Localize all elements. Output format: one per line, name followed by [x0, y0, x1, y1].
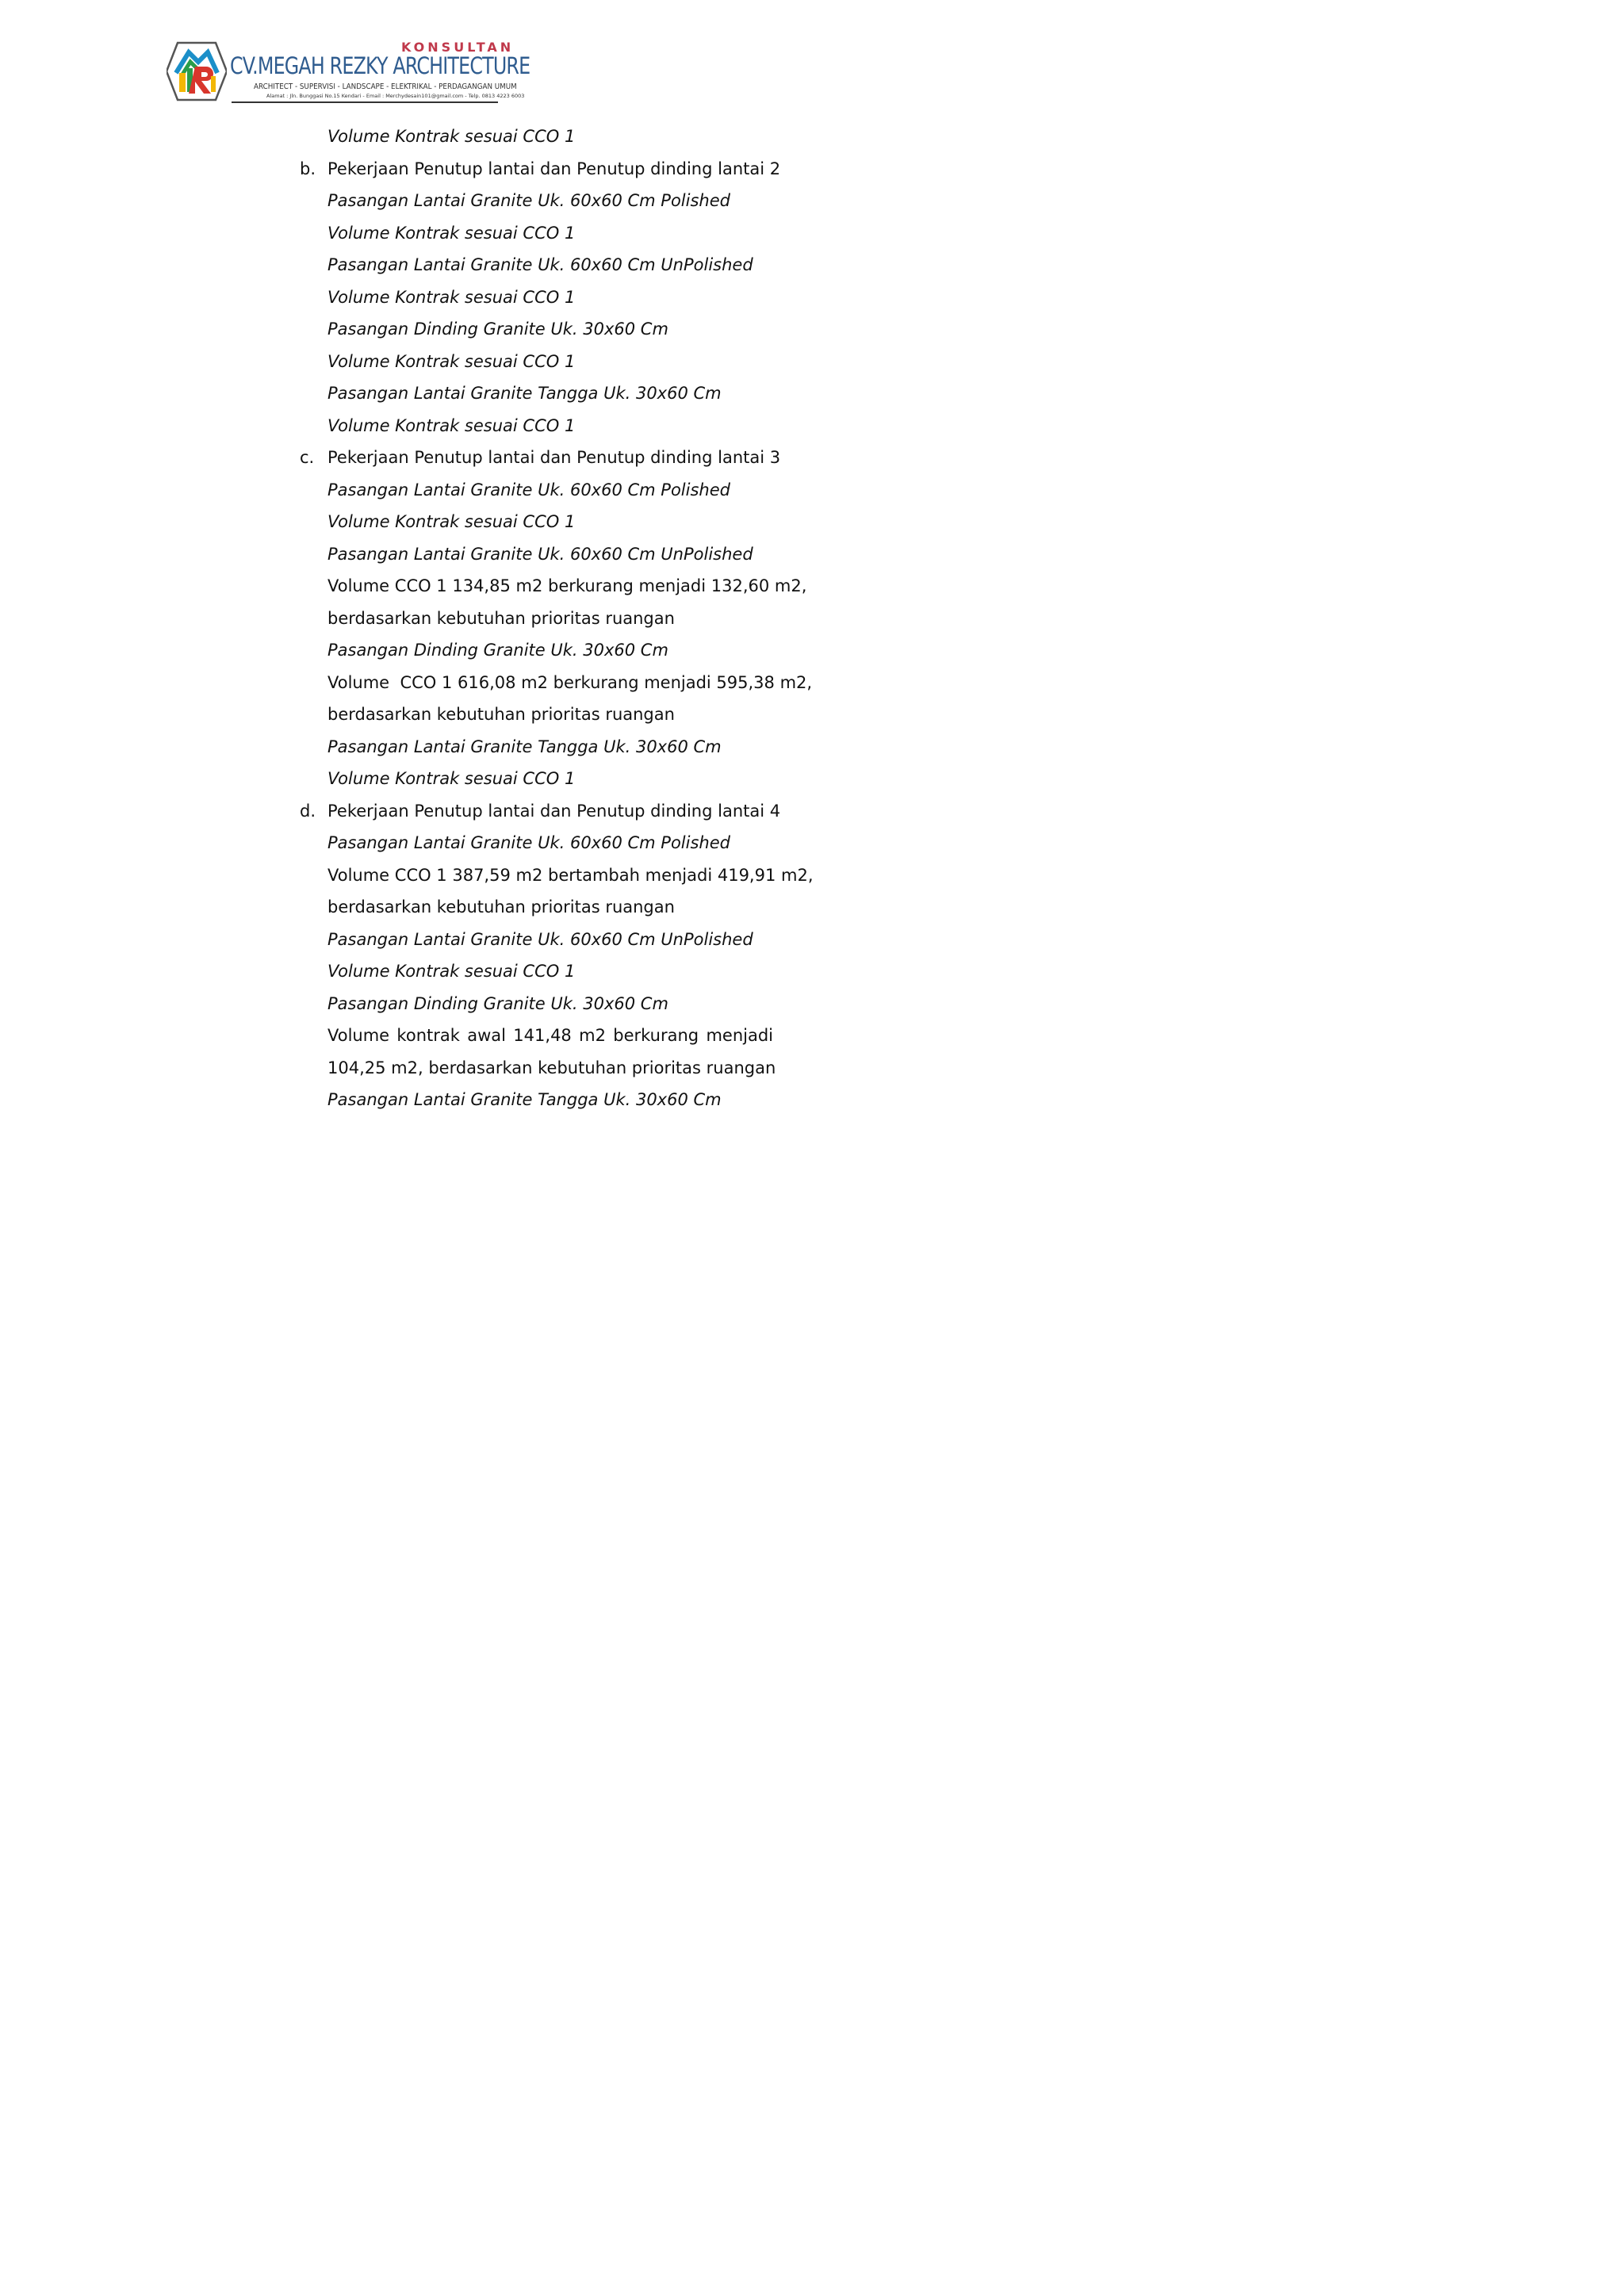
list-item: [0, 313, 872, 346]
item-title: Pasangan Lantai Granite Uk. 60x60 Cm UnPolished: [327, 544, 753, 564]
company-name: CV.MEGAH REZKY ARCHITECTURE: [230, 52, 530, 79]
item-title: Pasangan Lantai Granite Uk. 60x60 Cm Polished: [327, 480, 730, 499]
volume-line: Volume Kontrak sesuai CCO 1: [327, 127, 576, 146]
list-item: [0, 667, 872, 699]
reason-line: 104,25 m2, berdasarkan kebutuhan prioritas ruangan: [327, 1058, 776, 1077]
reason-line: berdasarkan kebutuhan prioritas ruangan: [327, 897, 675, 916]
document-body: [0, 121, 872, 1116]
list-item: [0, 1020, 872, 1052]
list-item: [0, 603, 872, 635]
list-item: [0, 217, 872, 250]
section-heading-text: Pekerjaan Penutup lantai dan Penutup dinding lantai 3: [327, 448, 781, 467]
section-heading-c: [0, 442, 872, 474]
list-item: [0, 731, 872, 763]
konsultan-label: KONSULTAN: [401, 40, 515, 55]
list-marker: c.: [300, 448, 315, 467]
house-logo-icon: [167, 41, 227, 101]
section-heading-text: Pekerjaan Penutup lantai dan Penutup dinding lantai 4: [327, 801, 781, 821]
reason-line: berdasarkan kebutuhan prioritas ruangan: [327, 705, 675, 724]
item-title: Pasangan Lantai Granite Uk. 60x60 Cm UnPolished: [327, 255, 753, 274]
item-title: Pasangan Dinding Granite Uk. 30x60 Cm: [327, 641, 668, 660]
volume-line: Volume Kontrak sesuai CCO 1: [327, 287, 576, 307]
item-title: Pasangan Lantai Granite Tangga Uk. 30x60 Cm: [327, 737, 722, 756]
volume-change-line: Volume CCO 1 134,85 m2 berkurang menjadi 132,60 m2,: [327, 576, 807, 595]
list-item: [0, 955, 872, 988]
volume-change-line: Volume kontrak awal 141,48 m2 berkurang menjadi: [327, 1026, 773, 1045]
item-title: Pasangan Lantai Granite Uk. 60x60 Cm UnPolished: [327, 929, 753, 949]
volume-line: Volume Kontrak sesuai CCO 1: [327, 223, 576, 243]
volume-line: Volume Kontrak sesuai CCO 1: [327, 415, 576, 435]
item-title: Pasangan Lantai Granite Uk. 60x60 Cm Polished: [327, 833, 730, 852]
list-item: [0, 1084, 872, 1116]
list-item: [0, 538, 872, 571]
list-item: [0, 474, 872, 507]
section-heading-b: [0, 153, 872, 186]
list-item: [0, 249, 872, 281]
volume-change-line: Volume CCO 1 387,59 m2 bertambah menjadi 419,91 m2,: [327, 865, 814, 885]
volume-line: Volume Kontrak sesuai CCO 1: [327, 512, 576, 531]
list-item: [0, 410, 872, 442]
list-item: [0, 121, 872, 153]
volume-line: Volume Kontrak sesuai CCO 1: [327, 962, 576, 981]
volume-line: Volume Kontrak sesuai CCO 1: [327, 351, 576, 371]
list-item: [0, 859, 872, 892]
document-page: [0, 0, 872, 1235]
section-heading-d: [0, 795, 872, 828]
item-title: Pasangan Lantai Granite Tangga Uk. 30x60 Cm: [327, 384, 722, 403]
section-heading-text: Pekerjaan Penutup lantai dan Penutup dinding lantai 2: [327, 159, 781, 178]
volume-change-line: Volume CCO 1 616,08 m2 berkurang menjadi 595,38 m2,: [327, 672, 813, 692]
volume-line: Volume Kontrak sesuai CCO 1: [327, 769, 576, 788]
list-item: [0, 827, 872, 859]
list-item: [0, 185, 872, 217]
list-item: [0, 634, 872, 667]
list-item: [0, 924, 872, 956]
company-services: ARCHITECT - SUPERVISI - LANDSCAPE - ELEKTRIKAL - PERDAGANGAN UMUM: [254, 82, 517, 91]
list-item: [0, 763, 872, 795]
list-item: [0, 506, 872, 538]
item-title: Pasangan Lantai Granite Tangga Uk. 30x60 Cm: [327, 1090, 722, 1109]
item-title: Pasangan Dinding Granite Uk. 30x60 Cm: [327, 993, 668, 1013]
list-item: [0, 1052, 872, 1085]
reason-line: berdasarkan kebutuhan prioritas ruangan: [327, 608, 675, 628]
list-item: [0, 377, 872, 410]
list-item: [0, 346, 872, 378]
list-item: [0, 570, 872, 603]
item-title: Pasangan Lantai Granite Uk. 60x60 Cm Polished: [327, 191, 730, 210]
company-address: Alamat : Jln. Bunggasi No.15 Kendari - Email : Merchydesain101@gmail.com - Telp. 0813 4223 6003: [266, 93, 525, 99]
item-title: Pasangan Dinding Granite Uk. 30x60 Cm: [327, 320, 668, 339]
list-item: [0, 698, 872, 731]
list-marker: d.: [300, 801, 316, 821]
header-divider: [232, 101, 498, 103]
list-item: [0, 281, 872, 314]
list-item: [0, 891, 872, 924]
list-item: [0, 988, 872, 1020]
list-marker: b.: [300, 159, 316, 178]
